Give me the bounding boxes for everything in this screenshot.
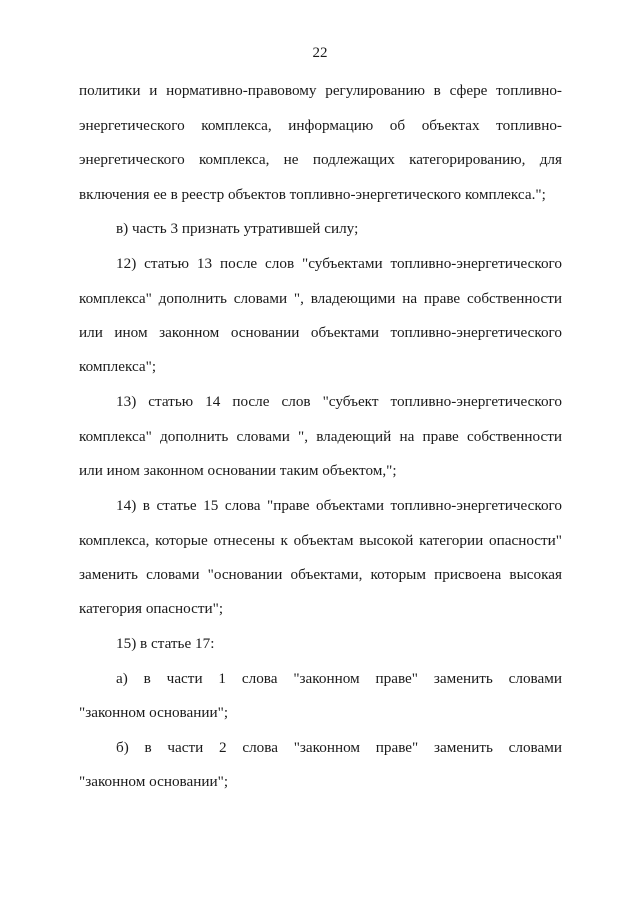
text-line: политики и нормативно-правовому регулированию в сфере топливно- [79, 82, 562, 99]
text-line: 13) статью 14 после слов "субъект топливно-энергетического [116, 393, 562, 410]
text-line: категория опасности"; [79, 600, 224, 617]
text-line: 14) в статье 15 слова "праве объектами топливно-энергетического [116, 497, 562, 514]
text-line: или ином законном основании таким объектом,"; [79, 462, 397, 479]
text-line: в) часть 3 признать утратившей силу; [116, 220, 359, 237]
text-line: заменить словами "основании объектами, которым присвоена высокая [79, 566, 562, 583]
text-line: энергетического комплекса, не подлежащих категорированию, для [79, 151, 562, 168]
text-line: комплекса, которые отнесены к объектам высокой категории опасности" [79, 532, 562, 549]
text-line: комплекса"; [79, 358, 157, 375]
text-line: энергетического комплекса, информацию об объектах топливно- [79, 117, 562, 134]
text-line: 12) статью 13 после слов "субъектами топливно-энергетического [116, 255, 562, 272]
text-line: или ином законном основании объектами топливно-энергетического [79, 324, 562, 341]
text-line: 15) в статье 17: [116, 635, 215, 652]
text-line: "законном основании"; [79, 773, 229, 790]
text-line: "законном основании"; [79, 704, 229, 721]
text-line: б) в части 2 слова "законном праве" заменить словами [116, 739, 562, 756]
text-line: комплекса" дополнить словами ", владеющий на праве собственности [79, 428, 562, 445]
text-line: а) в части 1 слова "законном праве" заменить словами [116, 670, 562, 687]
text-line: комплекса" дополнить словами ", владеющими на праве собственности [79, 290, 562, 307]
text-line: включения ее в реестр объектов топливно-энергетического комплекса."; [79, 186, 546, 203]
page-number: 22 [312, 45, 328, 61]
